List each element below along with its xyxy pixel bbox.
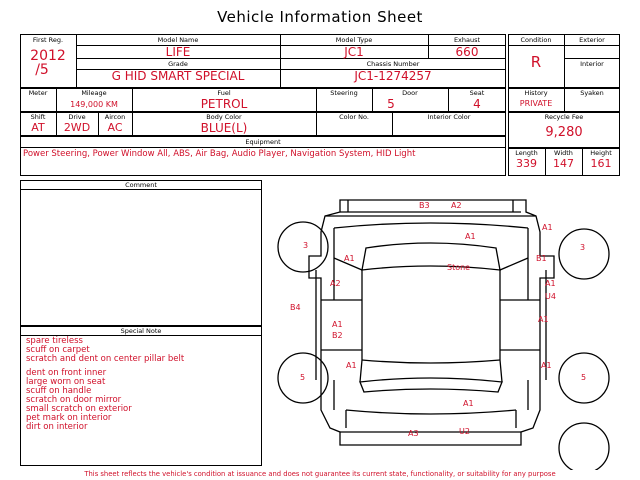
model-type-value: JC1 [344,45,364,59]
body-color-value: BLUE(L) [200,121,248,135]
note-9: pet mark on interior [26,413,112,423]
condition-label: Condition [520,36,552,44]
interior-label: Interior [580,60,604,68]
mark-a1-right: A1 [545,279,556,288]
mark-a2-left: A2 [330,279,341,288]
mark-a2-top: A2 [451,201,462,210]
fuel-label: Fuel [217,89,231,97]
car-damage-diagram [266,180,620,470]
spare-tire-circle [559,423,609,470]
door-label: Door [402,89,418,97]
note-2: scratch and dent on center pillar belt [26,354,185,364]
note-5: large worn on seat [26,377,106,387]
mark-b3: B3 [419,201,430,210]
note-4: dent on front inner [26,368,107,378]
tire-front-right-circle [559,229,609,279]
mark-tire-rl: 5 [300,373,306,382]
exterior-label: Exterior [579,36,605,44]
mark-tire-rr: 5 [581,373,587,382]
comment-box [20,180,262,326]
exhaust-value: 660 [455,45,479,59]
condition-value: R [530,53,542,71]
length-value: 339 [516,157,537,170]
width-value: 147 [553,157,574,170]
steering-label: Steering [330,89,358,97]
grade-value: G HID SMART SPECIAL [111,69,245,83]
mark-b2: B2 [332,331,343,340]
meter-label: Meter [28,89,48,97]
shift-value: AT [31,121,45,134]
body-color-label: Body Color [206,113,242,121]
model-type-label: Model Type [335,36,373,44]
interior-color-label: Interior Color [427,113,471,121]
first-reg-label: First Reg. [32,36,64,44]
aircon-label: Aircon [104,113,126,121]
model-name-value: LIFE [165,45,191,59]
mark-a1-trunk: A1 [463,399,474,408]
history-value: PRIVATE [519,99,553,108]
height-value: 161 [590,157,612,170]
model-name-label: Model Name [157,36,199,44]
footer-disclaimer: This sheet reflects the vehicle's condition at issuance and does not guarantee its current state, functionality, or suitability for any purpose [84,470,556,478]
color-no-label: Color No. [339,113,369,121]
note-8: small scratch on exterior [26,404,132,414]
mark-a1-rear-right: A1 [541,361,552,370]
height-label: Height [590,149,612,157]
mileage-label: Mileage [81,89,107,97]
special-note-label: Special Note [120,327,162,335]
chassis-label: Chassis Number [366,60,420,68]
mark-a1-rear-left: A1 [346,361,357,370]
equipment-value: Power Steering, Power Window All, ABS, Air Bag, Audio Player, Navigation System, HID Light [23,149,416,159]
mark-stone: Stone [447,263,471,272]
mark-a1-right-door: A1 [538,315,549,324]
note-7: scratch on door mirror [26,395,122,405]
comment-label: Comment [125,181,157,189]
seat-value: 4 [473,97,481,111]
mark-a3: A3 [408,429,419,438]
mark-a1-center: A1 [332,320,343,329]
first-reg-month: /5 [35,62,49,78]
history-label: History [524,89,548,97]
mark-a1-rf-bumper: A1 [542,223,553,232]
mark-u2: U2 [459,427,470,436]
mark-a1-hood: A1 [465,232,476,241]
note-10: dirt on interior [26,422,88,432]
fuel-value: PETROL [200,97,248,111]
width-label: Width [554,149,573,157]
mark-tire-fl: 3 [303,241,309,250]
length-label: Length [515,149,538,157]
page-title: Vehicle Information Sheet [217,8,423,26]
equipment-label: Equipment [245,138,281,146]
seat-label: Seat [469,89,485,97]
syaken-label: Syaken [580,89,604,97]
mark-a1-left-fender: A1 [344,254,355,263]
recycle-fee-label: Recycle Fee [544,113,584,121]
car-outline [309,200,554,445]
note-6: scuff on handle [26,386,92,396]
shift-label: Shift [30,113,46,121]
mark-u4: U4 [545,292,556,301]
drive-label: Drive [68,113,86,121]
mark-b4: B4 [290,303,301,312]
mark-tire-fr: 3 [580,243,586,252]
grade-label: Grade [168,60,188,68]
aircon-value: AC [107,121,123,134]
exhaust-label: Exhaust [453,36,481,44]
door-value: 5 [387,97,395,111]
mark-b1: B1 [536,254,547,263]
chassis-value: JC1-1274257 [354,69,432,83]
first-reg-year: 2012 [30,48,66,64]
note-0: spare tireless [26,336,83,346]
note-1: scuff on carpet [26,345,90,355]
drive-value: 2WD [63,121,91,134]
mileage-value: 149,000 KM [70,100,118,109]
recycle-fee-value: 9,280 [545,125,583,140]
